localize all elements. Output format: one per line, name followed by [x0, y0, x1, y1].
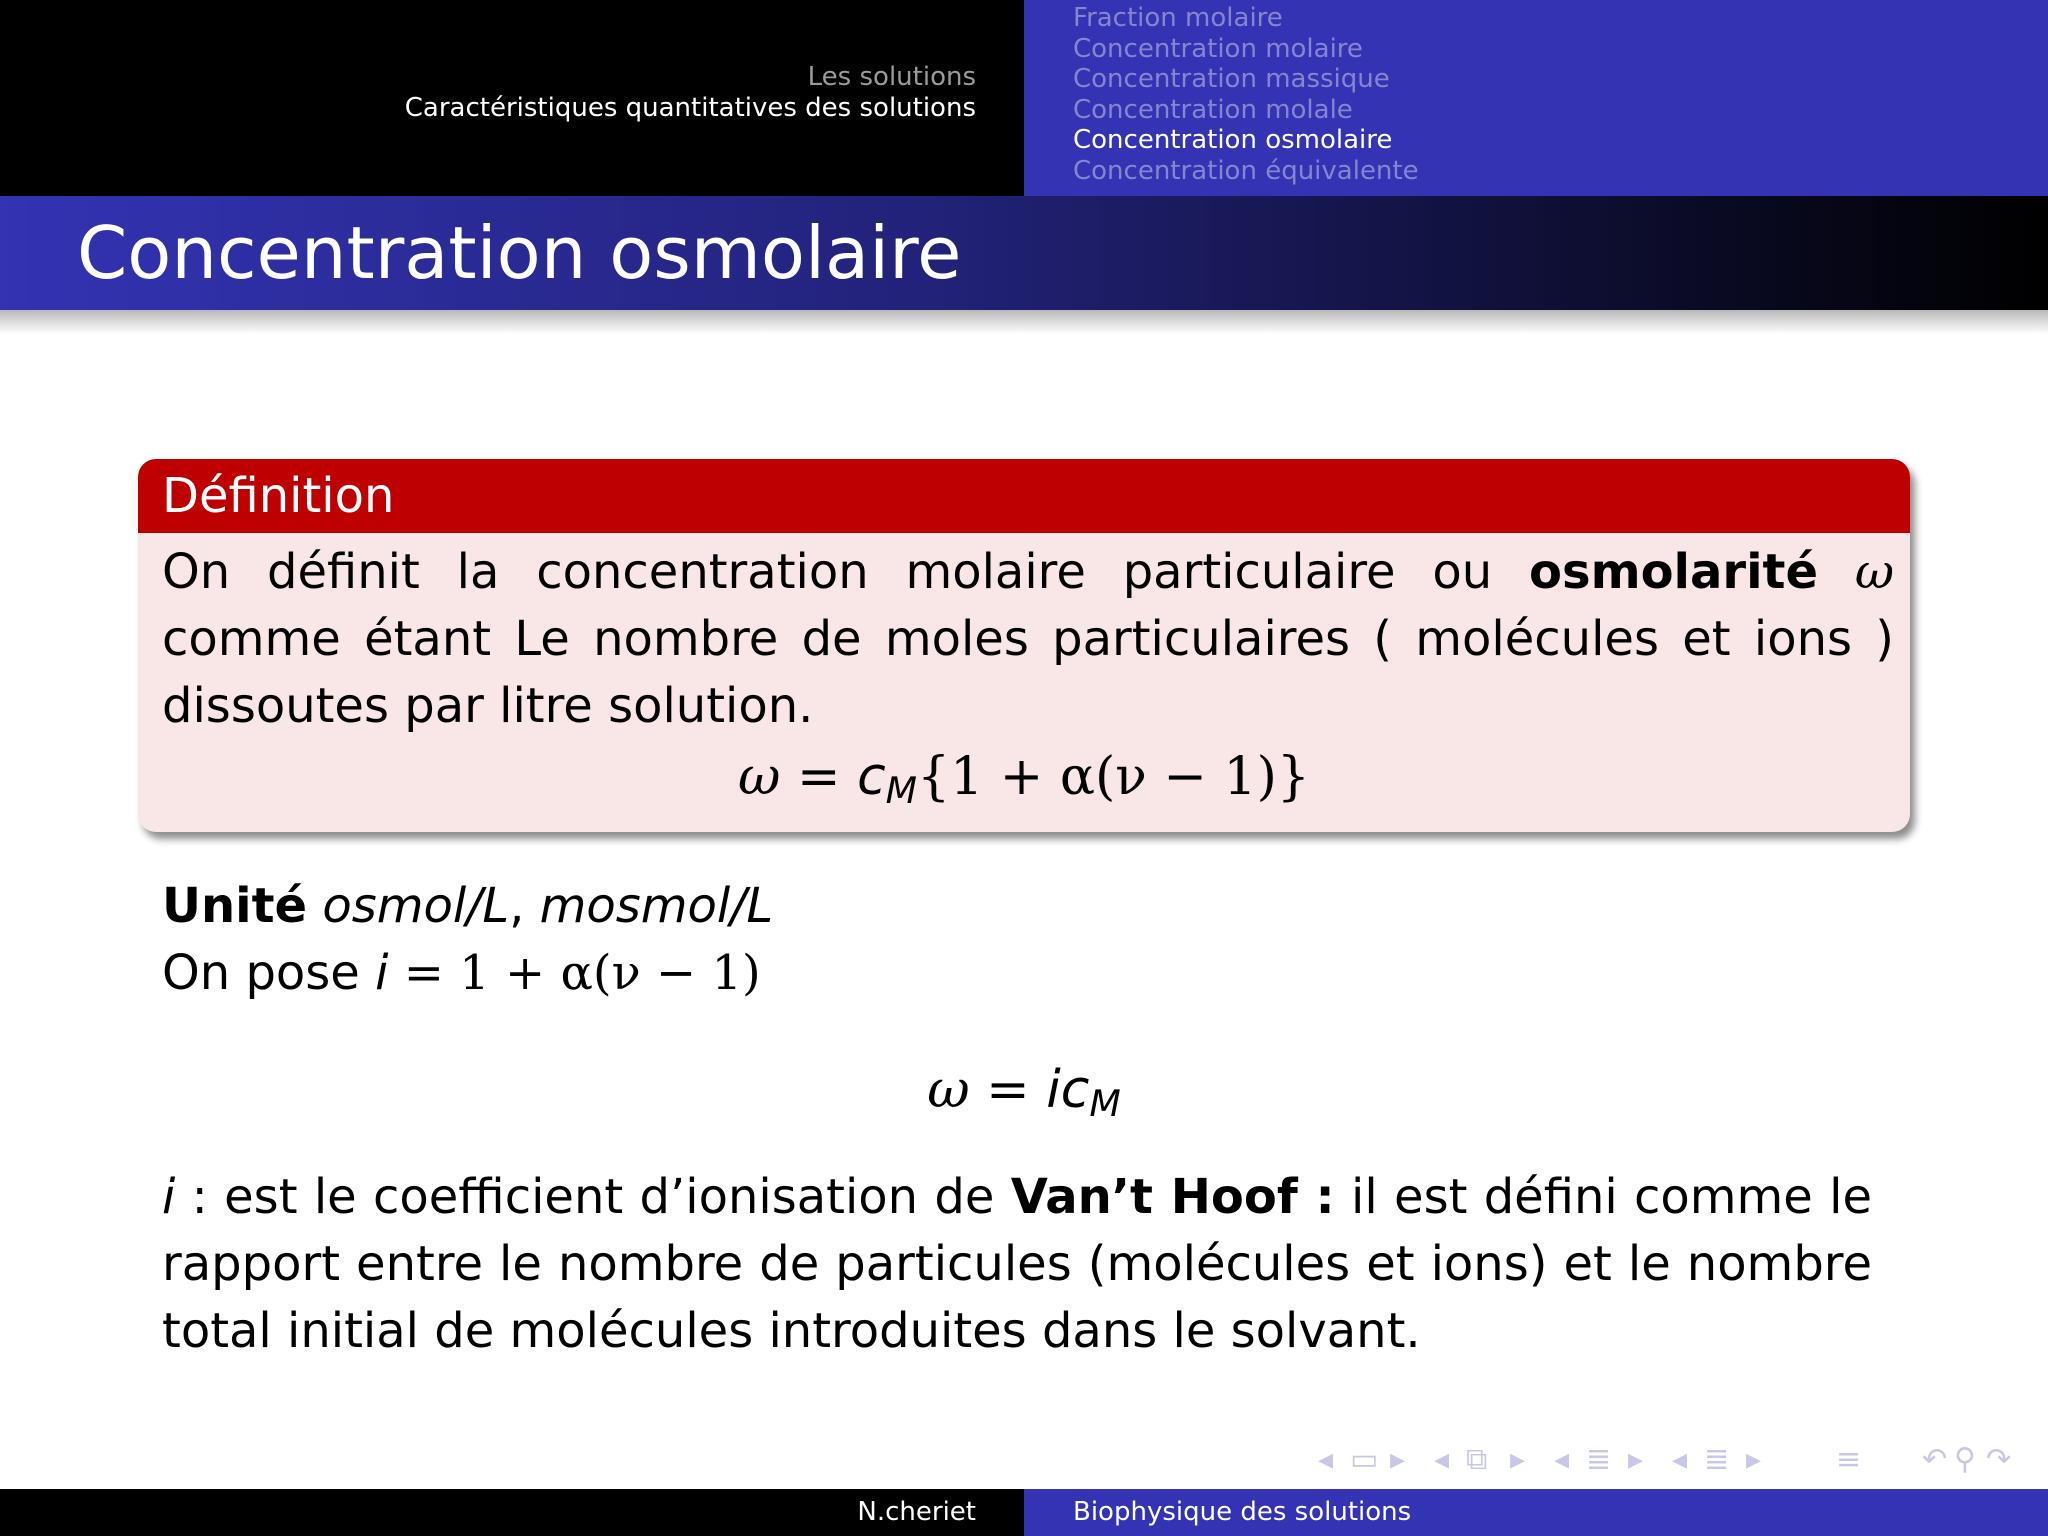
footer-title: Biophysique des solutions: [1073, 1497, 1412, 1527]
header-left-panel: [0, 0, 1024, 196]
pose-expression: = 1 + α(ν − 1): [388, 945, 761, 1001]
osmolarity-formula: [138, 745, 1910, 813]
pose-line: [162, 940, 761, 1007]
nav-right-arrow[interactable]: ▸: [1510, 1442, 1526, 1477]
footer-right-panel: [1024, 1489, 2048, 1536]
navigation-symbols: [1310, 1440, 2030, 1480]
unit-separator: ,: [509, 878, 540, 934]
definition-text-end: comme étant Le nombre de moles particulaires ( molécules et ions ) dissoutes par litre solution.: [162, 611, 1894, 734]
osmolarity-term: osmolarité: [1529, 544, 1819, 600]
omega-formula: [0, 1055, 2048, 1125]
nav-frame-icon[interactable]: ▭: [1350, 1442, 1379, 1477]
footer-author: N.cheriet: [857, 1497, 976, 1527]
pose-text: On pose: [162, 945, 376, 1001]
explanation-text: [162, 1164, 1872, 1365]
title-shadow: [0, 310, 2048, 334]
omega-subscript: M: [1089, 1082, 1121, 1126]
header-right-panel: [1024, 0, 2048, 196]
nav-search-icon[interactable]: ⚲: [1954, 1442, 1976, 1477]
pose-var-i: i: [375, 945, 389, 1001]
subsection-title[interactable]: Caractéristiques quantitatives des solutions: [404, 93, 976, 123]
nav-left-arrow[interactable]: ◂: [1434, 1442, 1450, 1477]
formula-c: c: [857, 747, 886, 807]
definition-body: [162, 539, 1894, 740]
vanthoff-explanation: [162, 1164, 1872, 1365]
formula-subscript: M: [885, 769, 918, 813]
vanthoff-term: Van’t Hoof :: [1010, 1169, 1335, 1225]
nav-left-arrow[interactable]: ◂: [1672, 1442, 1688, 1477]
page-title: Concentration osmolaire: [77, 211, 962, 295]
section-breadcrumb: [405, 62, 976, 124]
nav-subsection-icon[interactable]: ⧉: [1466, 1442, 1488, 1477]
frame-title-bar: [0, 196, 2048, 310]
definition-text: [162, 539, 1894, 740]
subsection-nav-item[interactable]: Concentration massique: [1073, 64, 1390, 94]
definition-header: Définition: [138, 459, 1910, 533]
explanation-text-end: il est défini comme le rapport entre le nombre de particules (molécules et ions) et le nombre total initial de molécules introduites dans le solvant.: [162, 1169, 1873, 1359]
subsection-nav-item[interactable]: Concentration molale: [1073, 94, 1353, 125]
formula-rest: {1 + α(ν − 1)}: [917, 747, 1310, 807]
nav-section-icon[interactable]: ≣: [1586, 1442, 1612, 1477]
explanation-var-i: i: [162, 1169, 176, 1225]
formula-lhs: ω =: [738, 747, 858, 807]
nav-right-arrow[interactable]: ▸: [1390, 1442, 1406, 1477]
omega-lhs: ω =: [927, 1060, 1047, 1120]
footer-left-panel: [0, 1489, 1024, 1536]
nav-left-arrow[interactable]: ◂: [1318, 1442, 1334, 1477]
subsection-nav-item[interactable]: Concentration molaire: [1073, 33, 1363, 64]
nav-document-icon[interactable]: ≣: [1704, 1442, 1730, 1477]
explanation-text-start: : est le coefficient d’ionisation de: [175, 1169, 1011, 1225]
omega-ic: ic: [1046, 1060, 1090, 1120]
unit-osmol: osmol/L: [322, 878, 510, 934]
omega-symbol: ω: [1854, 544, 1894, 600]
subsection-nav-list: [1073, 3, 1419, 186]
nav-forward-icon[interactable]: ↷: [1986, 1442, 2012, 1477]
nav-align-icon[interactable]: ≡: [1836, 1442, 1862, 1477]
definition-block: [138, 459, 1910, 832]
subsection-nav-item-active[interactable]: Concentration osmolaire: [1073, 125, 1393, 155]
subsection-nav-item[interactable]: Fraction molaire: [1073, 3, 1283, 33]
definition-text-start: On définit la concentration molaire particulaire ou: [162, 544, 1530, 600]
subsection-nav-item[interactable]: Concentration équivalente: [1073, 155, 1419, 186]
unit-mosmol: mosmol/L: [539, 878, 774, 934]
nav-back-icon[interactable]: ↶: [1922, 1442, 1948, 1477]
nav-right-arrow[interactable]: ▸: [1628, 1442, 1644, 1477]
unit-line: [162, 873, 773, 940]
nav-right-arrow[interactable]: ▸: [1746, 1442, 1762, 1477]
unit-label: Unité: [162, 878, 308, 934]
nav-left-arrow[interactable]: ◂: [1554, 1442, 1570, 1477]
section-title[interactable]: Les solutions: [807, 62, 976, 92]
